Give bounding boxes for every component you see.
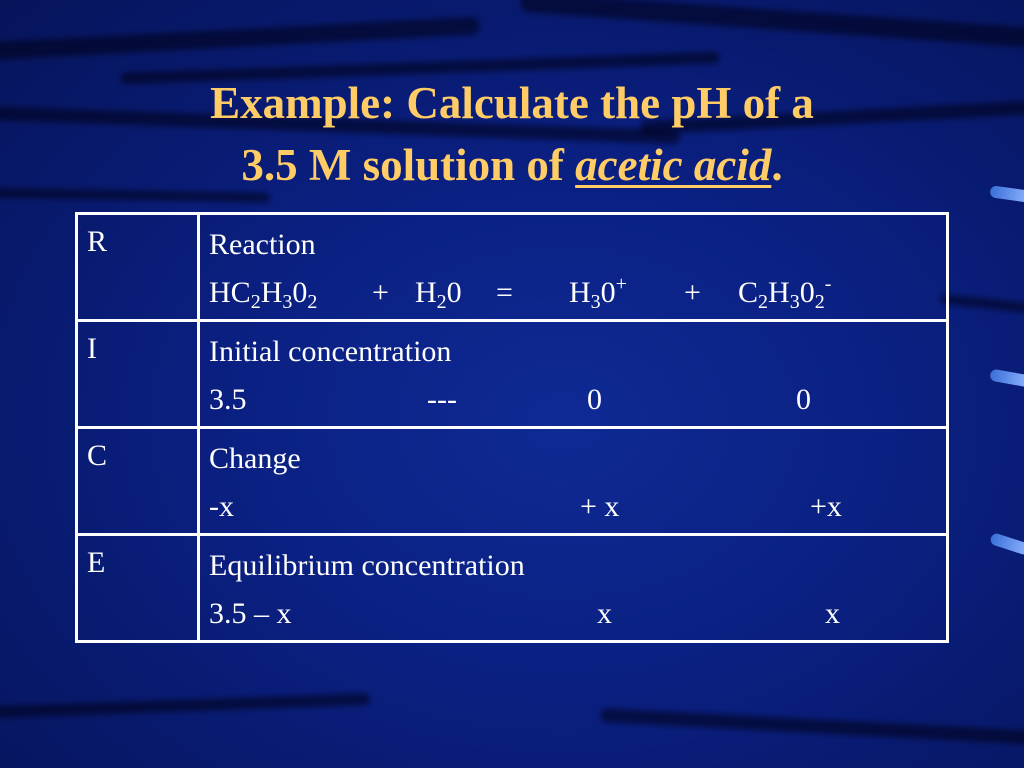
value-hydronium: x	[597, 597, 612, 630]
value-hydronium: + x	[580, 490, 620, 523]
row-heading: Reaction	[209, 228, 316, 261]
value-acetic-acid: 3.5	[209, 383, 247, 416]
value-acetic-acid: -x	[209, 490, 234, 523]
background-streak	[940, 294, 1024, 316]
row-letter: R	[77, 214, 199, 321]
row-content	[199, 321, 948, 428]
background-streak	[0, 16, 480, 61]
background-streak	[520, 0, 1024, 48]
row-content	[199, 535, 948, 642]
plus-sign: +	[372, 276, 389, 309]
title-line-2-prefix: 3.5 M solution of	[241, 140, 576, 190]
row-content	[199, 214, 948, 321]
ice-table	[75, 212, 949, 643]
background-streak	[600, 708, 1024, 746]
value-water: ---	[427, 383, 457, 416]
row-letter: C	[77, 428, 199, 535]
value-acetate: x	[825, 597, 840, 630]
value-hydronium: 0	[587, 383, 602, 416]
edge-tab-decoration	[989, 532, 1024, 556]
row-values	[209, 594, 937, 634]
table-row-initial	[77, 321, 948, 428]
reaction-equation	[209, 273, 937, 313]
row-values	[209, 487, 937, 527]
title-line-2	[0, 134, 1024, 196]
plus-sign: +	[684, 276, 701, 309]
table-row-change	[77, 428, 948, 535]
title-line-2-suffix: .	[771, 140, 783, 190]
row-letter: I	[77, 321, 199, 428]
product-acetate: $C_2H_30_2^-$	[738, 273, 832, 313]
row-values	[209, 380, 937, 420]
value-acetate: 0	[796, 383, 811, 416]
edge-tab-decoration	[989, 369, 1024, 388]
value-acetate: +x	[810, 490, 842, 523]
value-acetic-acid: 3.5 – x	[209, 597, 292, 630]
row-content	[199, 428, 948, 535]
row-letter: E	[77, 535, 199, 642]
reactant-water: $H_20$	[415, 276, 462, 313]
background-streak	[0, 693, 370, 719]
row-heading: Change	[209, 442, 301, 475]
title-emphasis-acetic-acid: acetic acid	[575, 140, 772, 190]
equilibrium-sign: =	[496, 276, 513, 309]
table-row-reaction	[77, 214, 948, 321]
table-row-equilibrium	[77, 535, 948, 642]
row-heading: Initial concentration	[209, 335, 452, 368]
row-heading: Equilibrium concentration	[209, 549, 525, 582]
title-line-1: Example: Calculate the pH of a	[210, 78, 814, 128]
reactant-acetic-acid: $HC_2H_30_2$	[209, 276, 318, 313]
product-hydronium: $H_30^+$	[569, 273, 627, 313]
slide-title	[0, 72, 1024, 196]
